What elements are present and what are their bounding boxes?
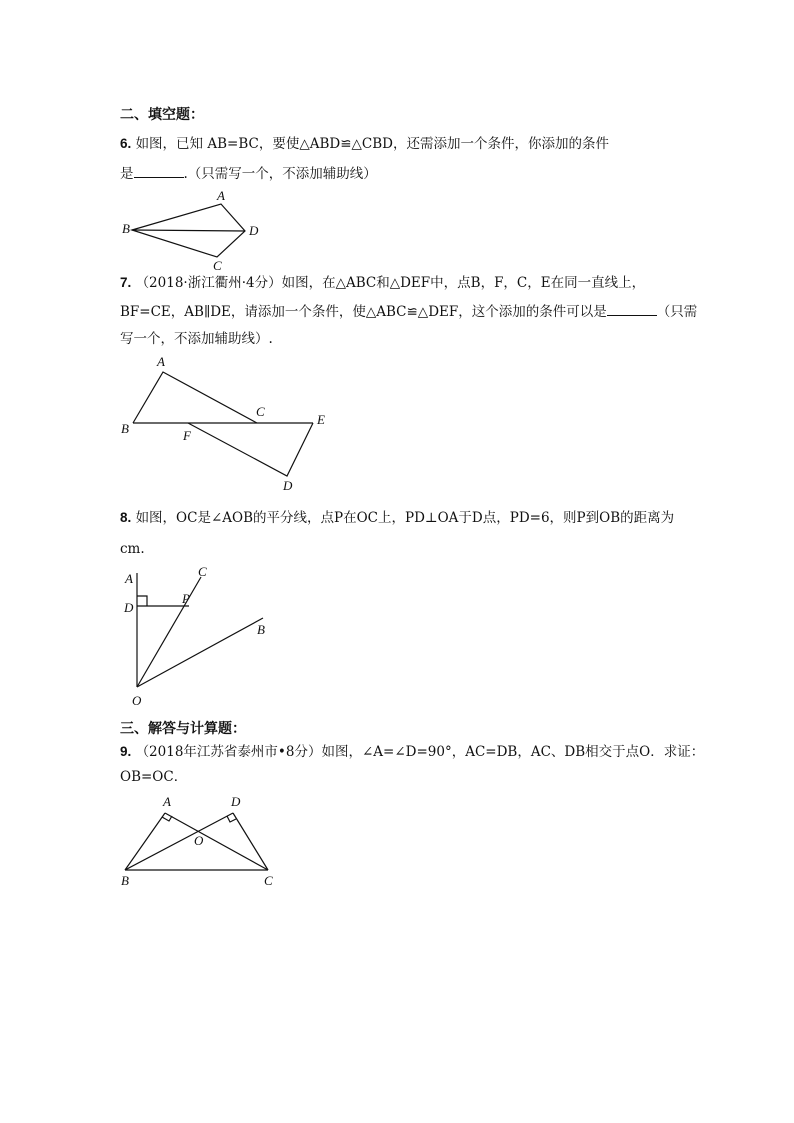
segment-dc [233, 813, 268, 870]
triangle-abc [133, 372, 257, 423]
label-a: A [217, 188, 225, 203]
right-angle-mark-a [162, 816, 172, 821]
label-d: D [249, 223, 259, 238]
question-text: OB=OC． [120, 769, 188, 785]
question-7-line-1 [120, 274, 645, 292]
question-8-line-2 [120, 540, 145, 558]
label-b: B [121, 421, 129, 436]
answer-blank[interactable] [134, 165, 184, 178]
question-text: （2018年江苏省泰州市•8分）如图，∠A=∠D=90°，AC=DB，AC、DB相交于点O．求证： [135, 744, 705, 760]
question-7-line-3 [120, 330, 273, 348]
question-9-line-1 [120, 743, 704, 761]
label-d: D [283, 478, 293, 493]
question-number: 9. [120, 744, 132, 759]
label-a: A [157, 354, 165, 369]
question-text: （只需 [656, 304, 698, 320]
question-number: 8. [120, 510, 132, 525]
figure-question-9 [110, 790, 290, 890]
question-6-line-2 [120, 165, 377, 183]
label-b: B [257, 622, 265, 637]
label-c: C [198, 564, 207, 579]
triangle-def [188, 423, 313, 476]
label-o: O [194, 833, 204, 848]
label-f: F [183, 428, 191, 443]
question-text: 写一个，不添加辅助线）. [120, 331, 273, 347]
figure-question-7 [115, 350, 335, 493]
question-6-line-1 [120, 135, 609, 153]
right-angle-mark [137, 596, 147, 606]
diagonal-bd [132, 230, 245, 231]
label-o: O [132, 693, 142, 708]
ray-ob [137, 618, 263, 687]
section-title-solve: 三、解答与计算题： [120, 721, 246, 737]
question-number: 6. [120, 136, 132, 151]
label-a: A [163, 794, 171, 809]
right-angle-mark-d [227, 816, 236, 822]
label-a: A [125, 571, 133, 586]
label-d: D [231, 794, 241, 809]
question-text: 如图，OC是∠AOB的平分线，点P在OC上，PD⊥OA于D点，PD=6，则P到OB的距离为 [135, 510, 675, 526]
answer-blank[interactable] [607, 303, 657, 316]
label-d: D [124, 600, 134, 615]
question-8-line-1 [120, 509, 674, 527]
label-c: C [264, 873, 273, 888]
label-e: E [317, 412, 325, 427]
label-p: P [182, 591, 190, 606]
label-c: C [256, 404, 265, 419]
question-9-line-2 [120, 768, 187, 786]
question-text: 如图，已知 AB=BC，要使△ABD≌△CBD，还需添加一个条件，你添加的条件 [135, 136, 609, 152]
section-title-fill-in: 二、填空题： [120, 107, 204, 123]
figure-question-6 [110, 188, 290, 278]
question-number: 7. [120, 275, 132, 290]
ray-oc [137, 577, 201, 687]
question-text: .（只需写一个，不添加辅助线） [183, 166, 377, 182]
question-7-line-2 [120, 303, 697, 321]
segment-ba [125, 813, 165, 870]
label-b: B [121, 873, 129, 888]
label-c: C [213, 258, 222, 273]
label-b: B [122, 221, 130, 236]
question-text: 是 [120, 166, 134, 182]
question-text: （2018·浙江衢州·4分）如图，在△ABC和△DEF中，点B，F，C，E在同一直线上， [135, 275, 646, 291]
question-text: BF=CE，AB∥DE，请添加一个条件，使△ABC≌△DEF，这个添加的条件可以是 [120, 304, 607, 320]
figure-question-8 [115, 563, 285, 708]
question-text: cm. [120, 541, 145, 557]
